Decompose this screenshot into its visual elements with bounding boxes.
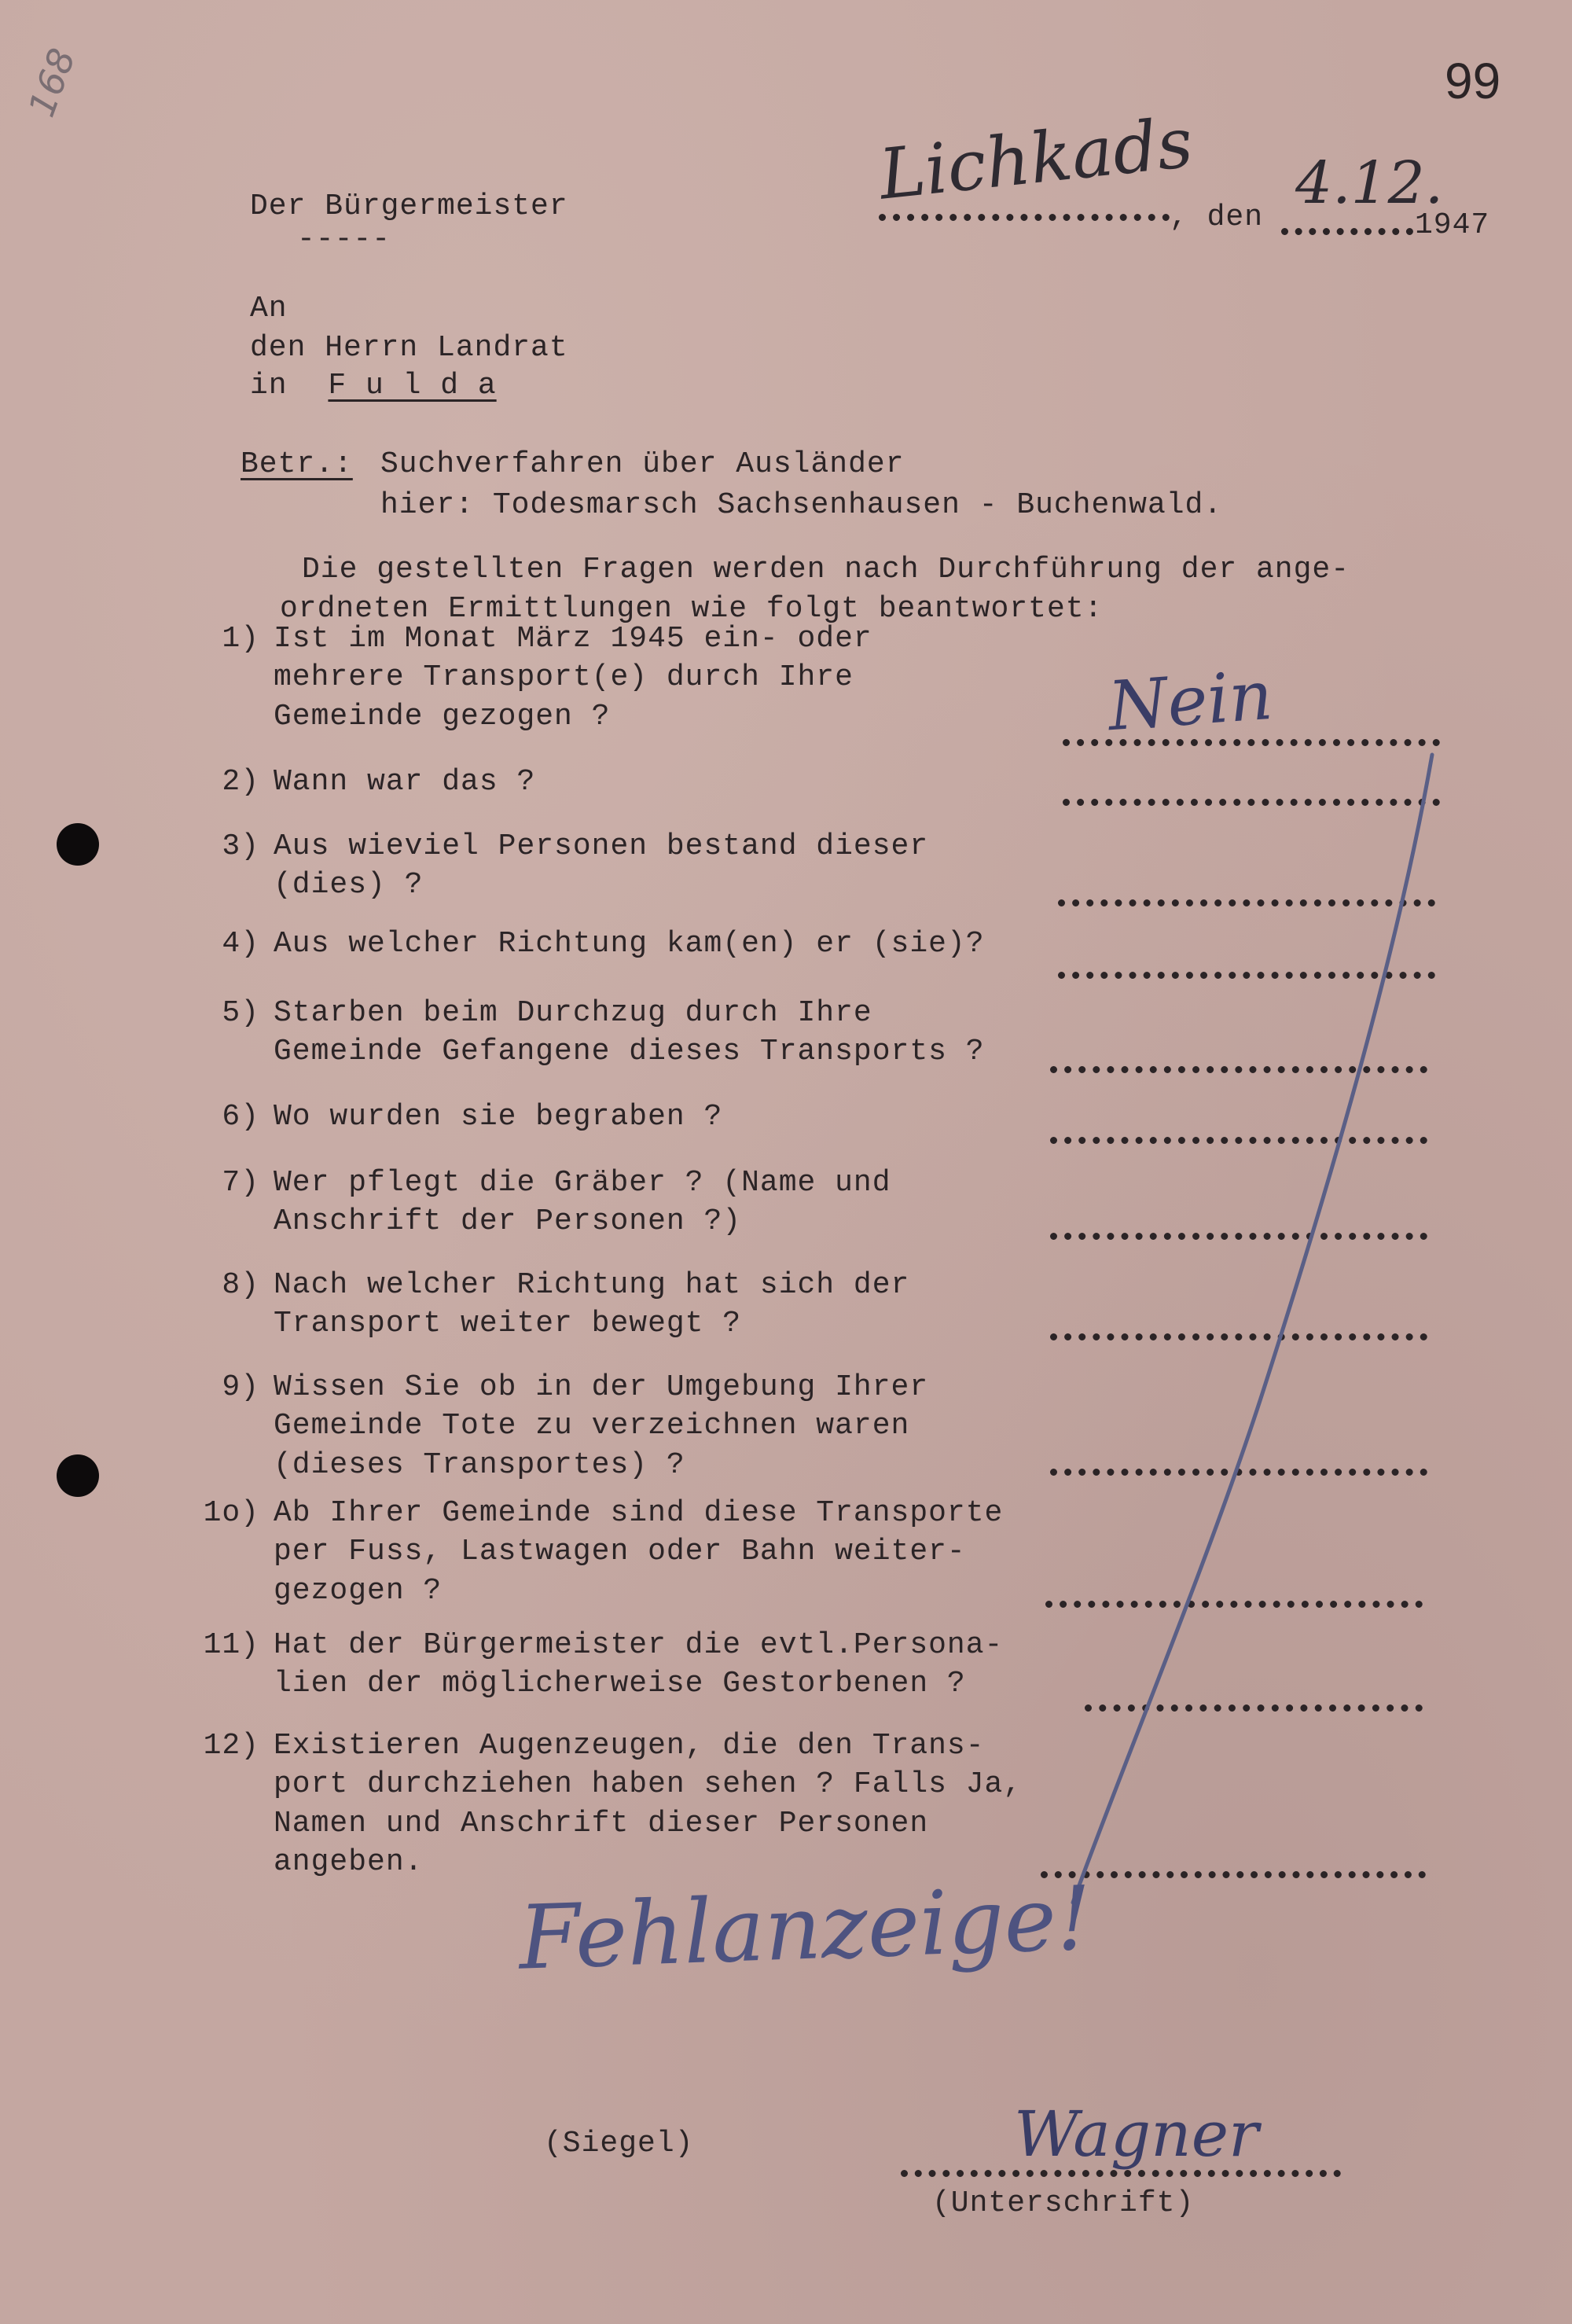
question-9 <box>198 1368 928 1484</box>
question-text: Gemeinde gezogen ? <box>274 699 611 734</box>
question-2-line <box>198 763 535 801</box>
question-text: per Fuss, Lastwagen oder Bahn weiter- <box>274 1535 966 1569</box>
fehlanzeige-handwritten: Fehlanzeige! <box>516 1867 1093 1990</box>
question-3 <box>198 827 928 905</box>
question-text: Ab Ihrer Gemeinde sind diese Transporte <box>274 1496 1004 1530</box>
answer-line-2 <box>1063 799 1440 806</box>
question-text: Namen und Anschrift dieser Personen <box>274 1806 929 1840</box>
question-10-line <box>198 1532 1003 1571</box>
question-10-line <box>198 1572 1003 1610</box>
recipient-line3 <box>250 366 497 405</box>
date-connector: , den <box>1170 200 1264 234</box>
question-number: 1) <box>222 622 259 656</box>
question-text: lien der möglicherweise Gestorbenen ? <box>274 1667 966 1701</box>
recipient-line1: An <box>250 292 288 325</box>
question-text: Starben beim Durchzug durch Ihre <box>274 996 872 1030</box>
question-text: Hat der Bürgermeister die evtl.Persona- <box>274 1628 1004 1662</box>
place-handwritten: Lichkads <box>875 101 1197 215</box>
question-number: 4) <box>222 927 259 961</box>
page-number: 99 <box>1445 53 1501 109</box>
question-number: 3) <box>222 829 259 863</box>
recipient-city: F u l d a <box>328 369 497 403</box>
question-1-line <box>198 620 872 658</box>
sender-rule: ----- <box>297 222 391 256</box>
archive-mark: 168 <box>20 42 84 123</box>
question-1 <box>198 620 872 736</box>
question-12-line <box>198 1765 1022 1804</box>
question-7-line <box>198 1202 891 1241</box>
question-5-line <box>198 1032 985 1071</box>
question-text: Wann war das ? <box>274 765 536 799</box>
question-11-line <box>198 1664 1003 1703</box>
date-dots <box>1281 228 1413 235</box>
question-8-line <box>198 1304 909 1343</box>
question-11-line <box>198 1626 1003 1664</box>
question-text: (dieses Transportes) ? <box>274 1447 685 1482</box>
question-2 <box>198 763 535 801</box>
subject-line2: hier: Todesmarsch Sachsenhausen - Buchenwald. <box>380 488 1223 522</box>
answer-line-6 <box>1050 1137 1427 1144</box>
question-number: 1o) <box>203 1496 259 1530</box>
question-9-line <box>198 1368 928 1407</box>
signature-label: (Unterschrift) <box>932 2186 1195 2220</box>
question-3-line <box>198 866 928 904</box>
answer-line-11 <box>1085 1704 1423 1712</box>
question-number: 8) <box>222 1268 259 1302</box>
question-5 <box>198 994 985 1072</box>
question-text: Transport weiter bewegt ? <box>274 1307 742 1341</box>
answer-line-3 <box>1058 899 1435 906</box>
question-text: Ist im Monat März 1945 ein- oder <box>274 622 872 656</box>
question-7 <box>198 1164 891 1241</box>
answer-line-10 <box>1045 1601 1423 1608</box>
question-text: angeben. <box>274 1845 424 1880</box>
date-handwritten: 4.12. <box>1295 149 1444 217</box>
date-year: 1947 <box>1415 208 1490 242</box>
question-text: port durchziehen haben sehen ? Falls Ja, <box>274 1767 1023 1802</box>
answer-line-5 <box>1050 1066 1427 1073</box>
question-number: 7) <box>222 1166 259 1200</box>
signature-handwritten: Wagner <box>1014 2098 1259 2171</box>
question-text: gezogen ? <box>274 1573 443 1608</box>
question-7-line <box>198 1164 891 1202</box>
recipient-prefix: in <box>250 369 288 403</box>
intro-line2: ordneten Ermittlungen wie folgt beantwortet: <box>280 592 1104 626</box>
question-12-line <box>198 1804 1022 1843</box>
question-text: Existieren Augenzeugen, die den Trans- <box>274 1729 985 1763</box>
question-number: 9) <box>222 1370 259 1404</box>
punch-hole-upper <box>57 823 99 866</box>
question-12 <box>198 1726 1022 1882</box>
question-8 <box>198 1266 909 1344</box>
question-1-line <box>198 658 872 697</box>
question-4-line <box>198 925 985 963</box>
question-8-line <box>198 1266 909 1304</box>
question-text: mehrere Transport(e) durch Ihre <box>274 660 854 695</box>
question-number: 2) <box>222 765 259 799</box>
punch-hole-lower <box>57 1454 99 1497</box>
answer-line-8 <box>1050 1333 1427 1340</box>
question-text: (dies) ? <box>274 868 424 903</box>
question-10-line <box>198 1494 1003 1532</box>
question-11 <box>198 1626 1003 1704</box>
question-9-line <box>198 1407 928 1445</box>
answer-line-7 <box>1050 1233 1427 1240</box>
question-text: Nach welcher Richtung hat sich der <box>274 1268 910 1302</box>
question-number: 11) <box>203 1628 259 1662</box>
signature-dots <box>901 2170 1341 2177</box>
question-10 <box>198 1494 1003 1610</box>
question-5-line <box>198 994 985 1032</box>
intro-line1: Die gestellten Fragen werden nach Durchführung der ange- <box>302 553 1350 587</box>
question-text: Wo wurden sie begraben ? <box>274 1100 723 1134</box>
question-text: Aus welcher Richtung kam(en) er (sie)? <box>274 927 985 961</box>
subject-line1: Suchverfahren über Ausländer <box>380 447 905 481</box>
question-text: Aus wieviel Personen bestand dieser <box>274 829 929 863</box>
answer-line-9 <box>1050 1469 1427 1476</box>
subject-label: Betr.: <box>241 447 353 481</box>
answer-line-12 <box>1041 1871 1426 1878</box>
question-text: Wer pflegt die Gräber ? (Name und <box>274 1166 891 1200</box>
question-6 <box>198 1098 722 1136</box>
answer-nein-handwritten: Nein <box>1105 656 1276 747</box>
question-number: 12) <box>203 1729 259 1763</box>
question-number: 6) <box>222 1100 259 1134</box>
question-4 <box>198 925 985 963</box>
question-12-line <box>198 1726 1022 1765</box>
place-dots <box>879 214 1170 221</box>
question-text: Gemeinde Tote zu verzeichnen waren <box>274 1409 910 1443</box>
question-1-line <box>198 697 872 736</box>
question-text: Wissen Sie ob in der Umgebung Ihrer <box>274 1370 929 1404</box>
question-6-line <box>198 1098 722 1136</box>
question-number: 5) <box>222 996 259 1030</box>
question-3-line <box>198 827 928 866</box>
question-text: Gemeinde Gefangene dieses Transports ? <box>274 1035 985 1069</box>
question-9-line <box>198 1446 928 1484</box>
sender-title: Der Bürgermeister <box>250 189 568 223</box>
question-text: Anschrift der Personen ?) <box>274 1204 742 1239</box>
recipient-line2: den Herrn Landrat <box>250 331 568 365</box>
seal-label: (Siegel) <box>544 2127 694 2160</box>
answer-line-4 <box>1058 972 1435 979</box>
